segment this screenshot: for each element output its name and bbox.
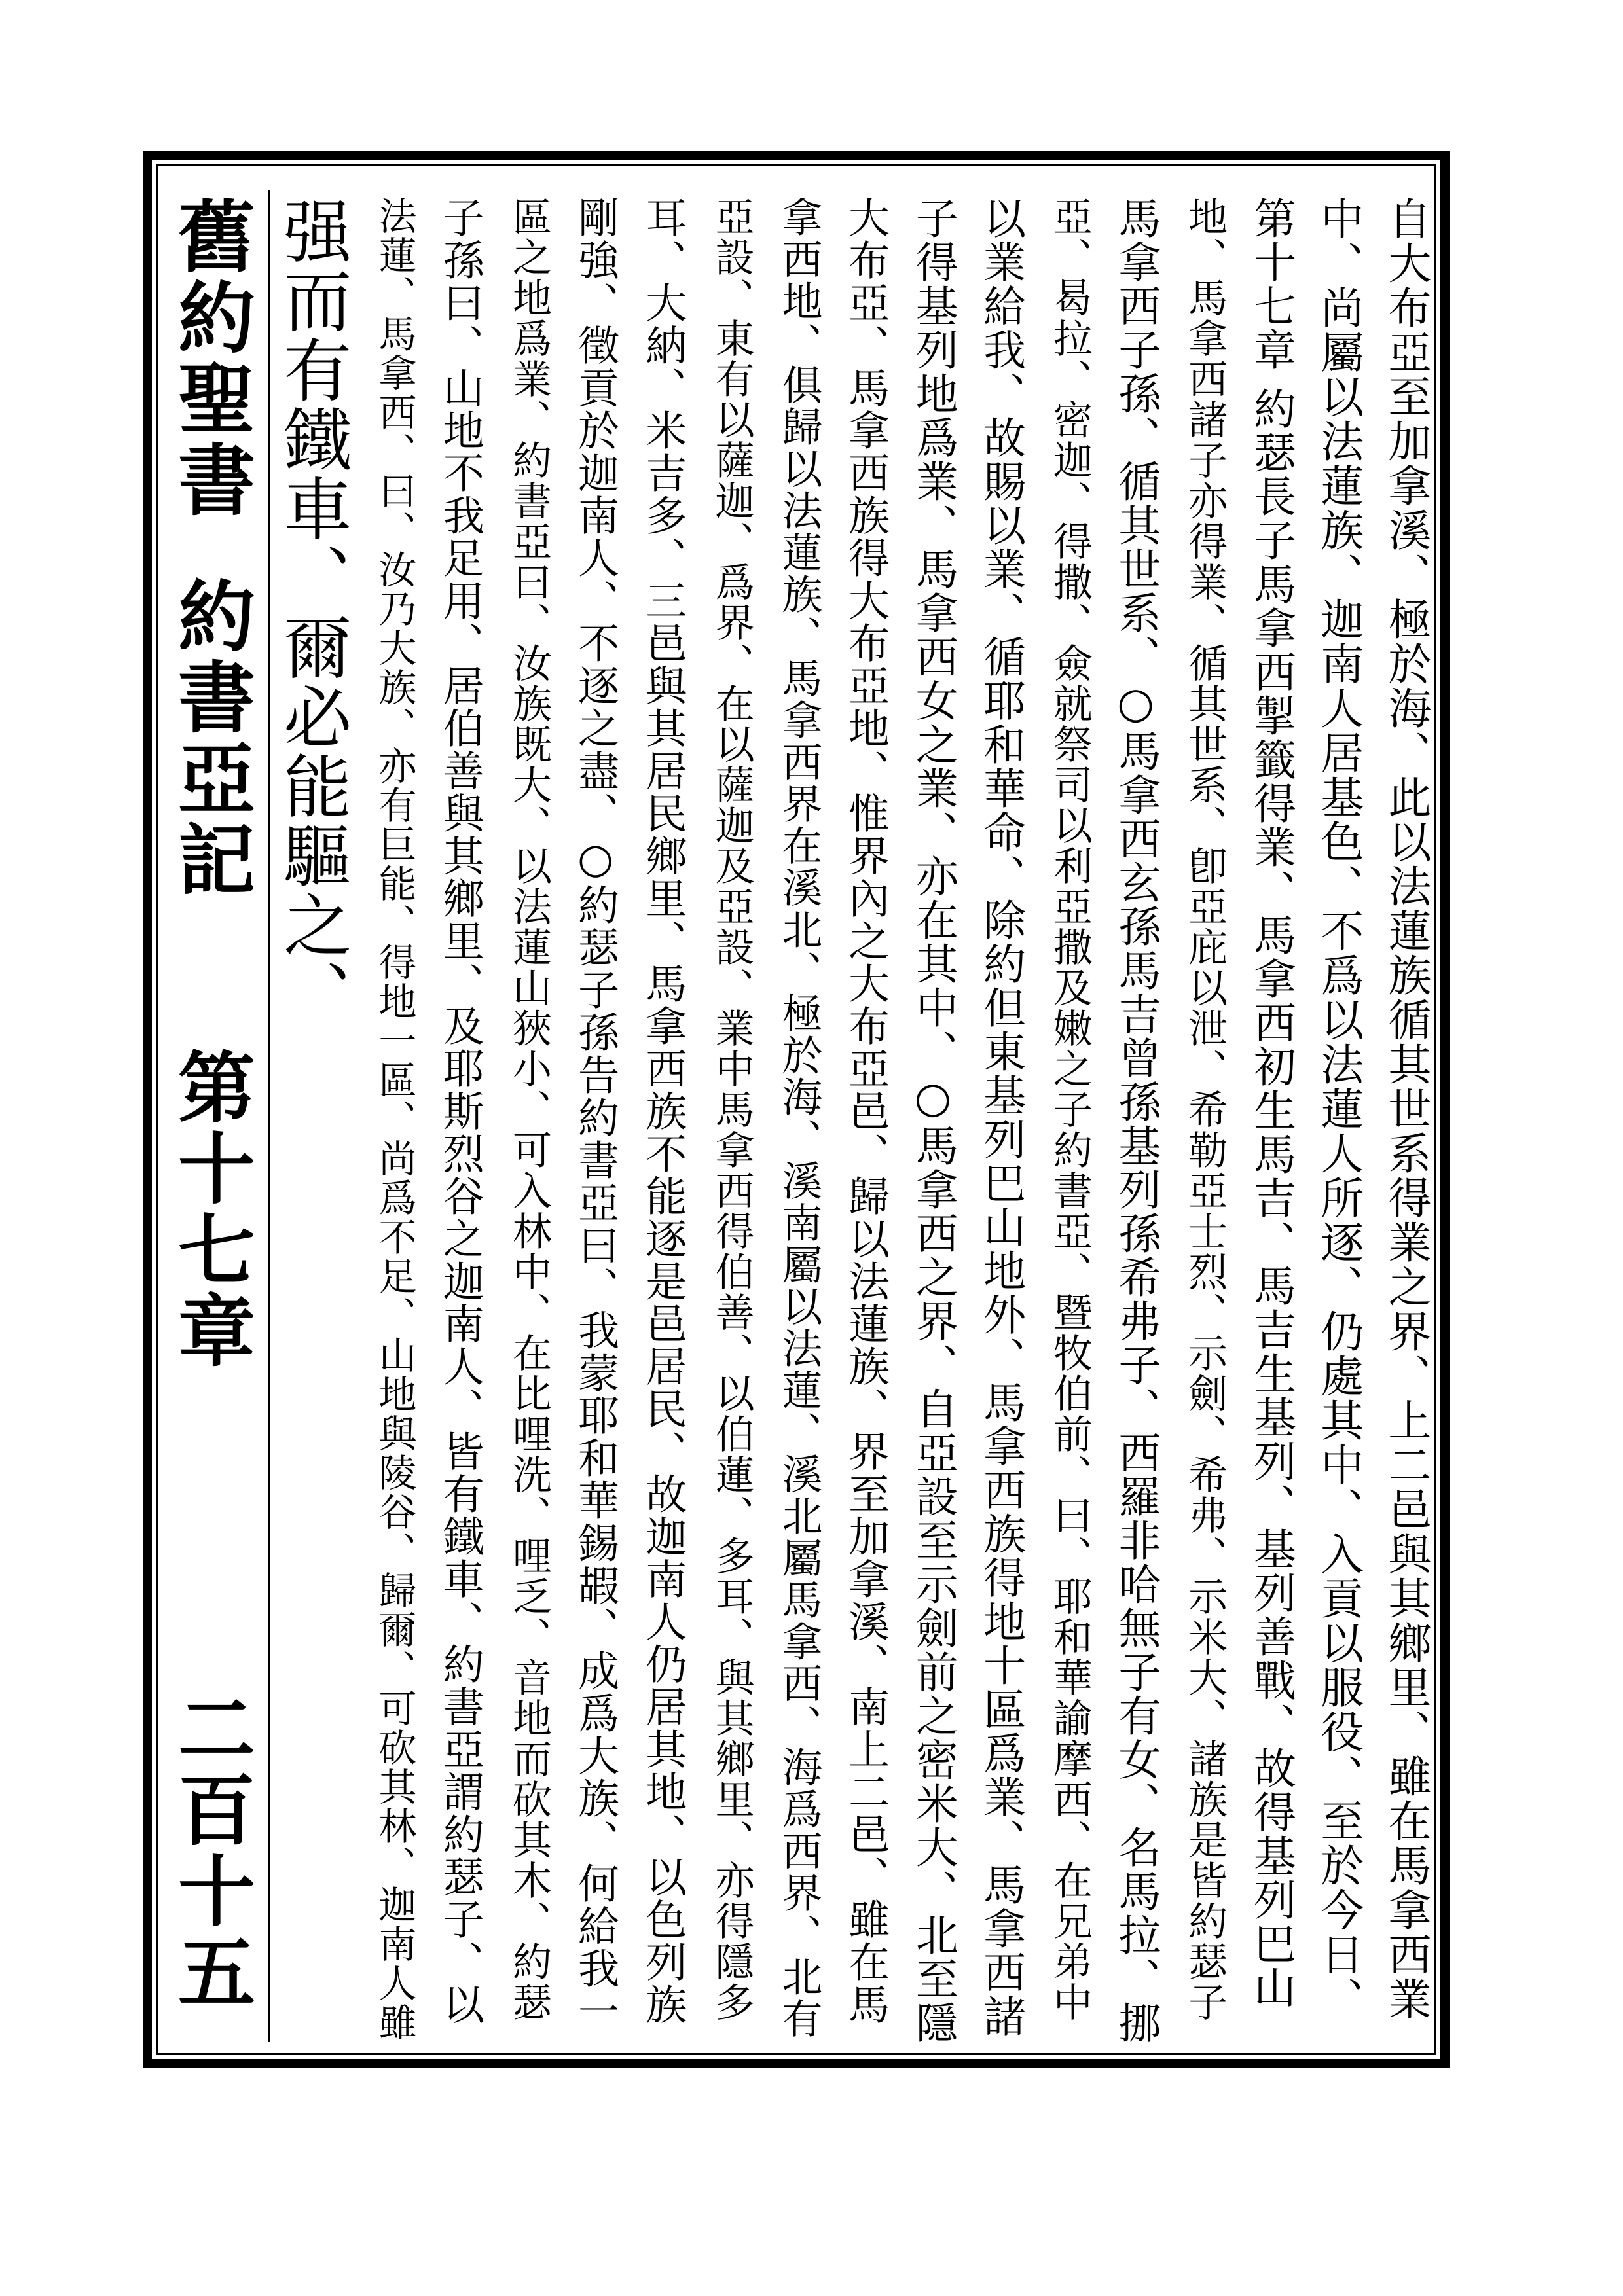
text-column-1: 自大布亞至加拿溪、極於海、此以法蓮族循其世系得業之界、上二邑與其鄉里、雖在馬拿西業 [1380,196,1431,2021]
text-column-13: 剛強、徵貢於迦南人、不逐之盡、○約瑟子孫告約書亞曰、我蒙耶和華錫嘏、成爲大族、何給我一 [572,196,620,2032]
text-column-5: 馬拿西子孫、循其世系、○馬拿西玄孫馬吉曾孫基列孫希弗子、西羅非哈無子有女、名馬拉、挪 [1111,196,1161,2045]
text-column-14: 區之地爲業、約書亞曰、汝族既大、以法蓮山狹小、可入林中、在比哩洗、哩乏、音地而砍其木、約瑟 [505,196,552,2022]
text-column-11: 亞設、東有以薩迦、爲界、在以薩迦及亞設、業中馬拿西得伯善、以伯蓮、多耳、與其鄉里、亦得隱多 [708,196,755,2022]
text-column-17: 强而有鐵車、爾必能驅之、 [272,196,352,1029]
text-column-8: 子得基列地爲業、馬拿西女之業、亦在其中、○馬拿西之界、自亞設至示劍前之密米大、北至隱 [908,196,958,2045]
text-column-4: 地、馬拿西諸子亦得業、循其世系、卽亞庇以泄、希勒亞士烈、示劍、希弗、示米大、諸族是皆約瑟子 [1182,196,1228,2022]
text-column-7: 以業給我、故賜以業、循耶和華命、除約但東基列巴山地外、馬拿西族得地十區爲業、馬拿西諸 [976,196,1025,2038]
text-column-12: 耳、大納、米吉多、三邑與其居民鄉里、馬拿西族不能逐是邑居民、故迦南人仍居其地、以色列族 [639,196,687,2026]
chapter-label: 第十七章 [165,1047,256,1372]
text-column-3: 第十七章 約瑟長子馬拿西掣籤得業、馬拿西初生馬吉、馬吉生基列、基列善戰、故得基列巴山 [1246,196,1296,2009]
text-column-6: 亞、曷拉、密迦、得撒、僉就祭司以利亞撒及嫩之子約書亞、暨牧伯前、曰、耶和華諭摩西、在兄弟中 [1046,196,1093,2022]
book-title: 舊約聖書 [165,196,256,521]
text-column-15: 子孫曰、山地不我足用、居伯善與其鄉里、及耶斯烈谷之迦南人、皆有鐵車、約書亞謂約瑟子、以 [436,196,484,2026]
text-column-9: 大布亞、馬拿西族得大布亞地、惟界內之大布亞邑、歸以法蓮族、界至加拿溪、南上二邑、雖在馬 [842,196,890,2026]
margin-divider [268,190,270,2042]
page-number: 二百十五 [165,1689,256,2013]
text-column-2: 中、尚屬以法蓮族、迦南人居基色、不爲以法蓮人所逐、仍處其中、入貢以服役、至於今日、 [1313,196,1364,2021]
text-column-16: 法蓮、馬拿西、曰、汝乃大族、亦有巨能、得地一區、尚爲不足、山地與陵谷、歸爾、可砍其林、迦南人雖 [372,196,417,2042]
book-name: 約書亞記 [165,576,256,901]
text-column-10: 拿西地、俱歸以法蓮族、馬拿西界在溪北、極於海、溪南屬以法蓮、溪北屬馬拿西、海爲西界、北有 [775,196,823,2039]
